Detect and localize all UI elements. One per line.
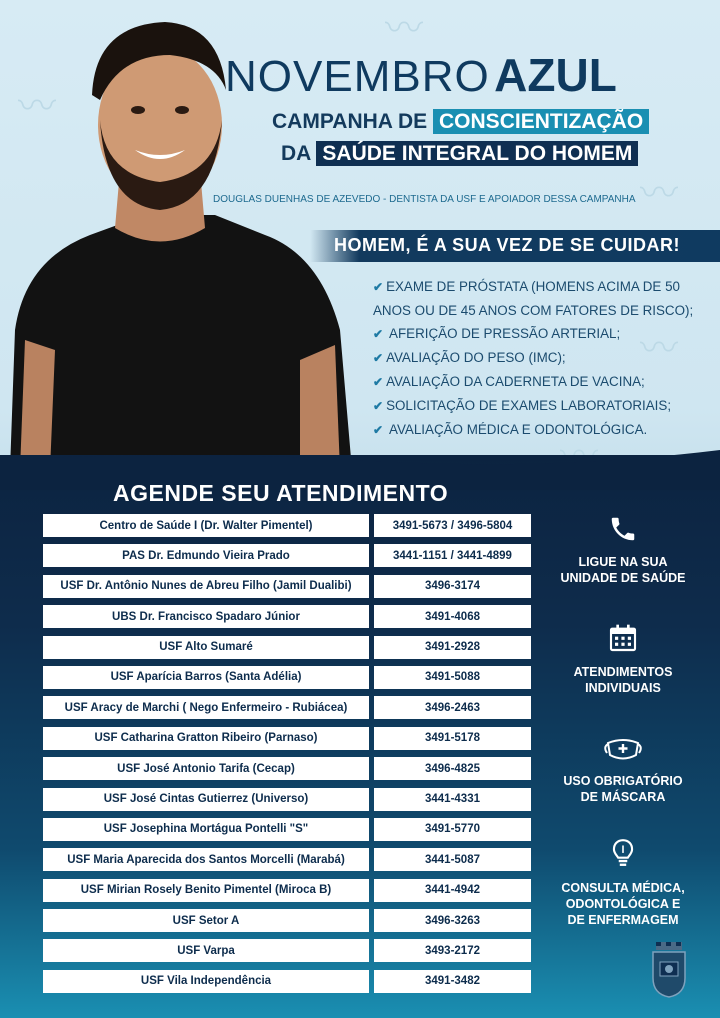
unit-phone: 3491-5178 xyxy=(374,727,531,750)
subtitle-highlight: CONSCIENTIZAÇÃO xyxy=(433,109,649,134)
unit-name: UBS Dr. Francisco Spadaro Júnior xyxy=(43,605,369,628)
mask-icon xyxy=(602,735,644,763)
unit-phone: 3491-5673 / 3496-5804 xyxy=(374,514,531,537)
checklist-item: ✔ EXAME DE PRÓSTATA (HOMENS ACIMA DE 50 xyxy=(373,279,680,294)
unit-name: Centro de Saúde I (Dr. Walter Pimentel) xyxy=(43,514,369,537)
call-to-action-banner xyxy=(310,230,720,262)
unit-phone: 3496-3174 xyxy=(374,575,531,598)
title-light: NOVEMBRO xyxy=(225,52,490,101)
unit-phone: 3441-5087 xyxy=(374,848,531,871)
unit-name: USF Vila Independência xyxy=(43,970,369,993)
side-info-phone: LIGUE NA SUA UNIDADE DE SAÚDE xyxy=(548,514,698,586)
unit-phone: 3491-4068 xyxy=(374,605,531,628)
page-title xyxy=(225,48,705,102)
unit-name: USF Maria Aparecida dos Santos Morcelli (Marabá) xyxy=(43,848,369,871)
unit-phone: 3493-2172 xyxy=(374,939,531,962)
moustache-decoration-icon: 〰 xyxy=(640,328,679,370)
unit-phone: 3496-4825 xyxy=(374,757,531,780)
unit-phone: 3441-4942 xyxy=(374,879,531,902)
check-icon: ✔ xyxy=(373,399,384,413)
checklist-item: ✔ AVALIAÇÃO DA CADERNETA DE VACINA; xyxy=(373,374,645,389)
check-icon: ✔ xyxy=(373,375,384,389)
unit-name: USF Varpa xyxy=(43,939,369,962)
unit-name: USF Josephina Mortágua Pontelli "S" xyxy=(43,818,369,841)
photo-credit: DOUGLAS DUENHAS DE AZEVEDO - DENTISTA DA USF E APOIADOR DESSA CAMPANHA xyxy=(213,194,636,205)
checklist-item: ✔ AVALIAÇÃO MÉDICA E ODONTOLÓGICA. xyxy=(373,422,648,437)
subtitle-plain: CAMPANHA DE xyxy=(272,110,428,133)
unit-name: USF Setor A xyxy=(43,909,369,932)
calendar-icon xyxy=(607,622,639,654)
subtitle-plain: DA xyxy=(281,142,311,165)
unit-name: PAS Dr. Edmundo Vieira Prado xyxy=(43,544,369,567)
unit-name: USF Dr. Antônio Nunes de Abreu Filho (Jamil Dualibi) xyxy=(43,575,369,598)
check-icon: ✔ xyxy=(373,280,384,294)
unit-phone: 3491-5770 xyxy=(374,818,531,841)
unit-phone: 3491-5088 xyxy=(374,666,531,689)
lightbulb-icon xyxy=(610,838,636,870)
unit-name: USF José Antonio Tarifa (Cecap) xyxy=(43,757,369,780)
schedule-heading: AGENDE SEU ATENDIMENTO xyxy=(113,480,449,506)
side-info-calendar: ATENDIMENTOS INDIVIDUAIS xyxy=(548,622,698,696)
unit-name: USF José Cintas Gutierrez (Universo) xyxy=(43,788,369,811)
phone-icon xyxy=(608,514,638,544)
unit-name: USF Aparícia Barros (Santa Adélia) xyxy=(43,666,369,689)
banner-text: HOMEM, É A SUA VEZ DE SE CUIDAR! xyxy=(334,235,681,255)
check-icon: ✔ xyxy=(373,351,384,365)
moustache-decoration-icon: 〰 xyxy=(18,86,57,128)
title-bold: AZUL xyxy=(494,49,617,101)
unit-name: USF Alto Sumaré xyxy=(43,636,369,659)
side-info-mask: USO OBRIGATÓRIO DE MÁSCARA xyxy=(548,735,698,805)
side-info-consult: CONSULTA MÉDICA, ODONTOLÓGICA E DE ENFERMAGEM xyxy=(548,838,698,928)
unit-phone: 3441-4331 xyxy=(374,788,531,811)
unit-name: USF Mirian Rosely Benito Pimentel (Miroca B) xyxy=(43,879,369,902)
unit-name: USF Aracy de Marchi ( Nego Enfermeiro - Rubiácea) xyxy=(43,696,369,719)
unit-phone: 3491-3482 xyxy=(374,970,531,993)
checklist-item: ANOS OU DE 45 ANOS COM FATORES DE RISCO); xyxy=(373,303,694,318)
subtitle-line-2 xyxy=(281,142,638,166)
unit-phone: 3441-1151 / 3441-4899 xyxy=(374,544,531,567)
checklist-item: ✔ SOLICITAÇÃO DE EXAMES LABORATORIAIS; xyxy=(373,398,672,413)
unit-name: USF Catharina Gratton Ribeiro (Parnaso) xyxy=(43,727,369,750)
subtitle-highlight: SAÚDE INTEGRAL DO HOMEM xyxy=(316,141,638,166)
city-crest-logo xyxy=(650,942,688,998)
unit-phone: 3496-2463 xyxy=(374,696,531,719)
check-icon: ✔ xyxy=(373,423,384,437)
service-checklist xyxy=(373,275,703,442)
moustache-decoration-icon: 〰 xyxy=(640,173,679,215)
subtitle-line-1 xyxy=(272,110,649,134)
checklist-item: ✔ AVALIAÇÃO DO PESO (IMC); xyxy=(373,350,566,365)
unit-phone: 3496-3263 xyxy=(374,909,531,932)
unit-phone: 3491-2928 xyxy=(374,636,531,659)
check-icon: ✔ xyxy=(373,327,384,341)
checklist-item: ✔ AFERIÇÃO DE PRESSÃO ARTERIAL; xyxy=(373,326,621,341)
moustache-decoration-icon: 〰 xyxy=(385,8,424,50)
